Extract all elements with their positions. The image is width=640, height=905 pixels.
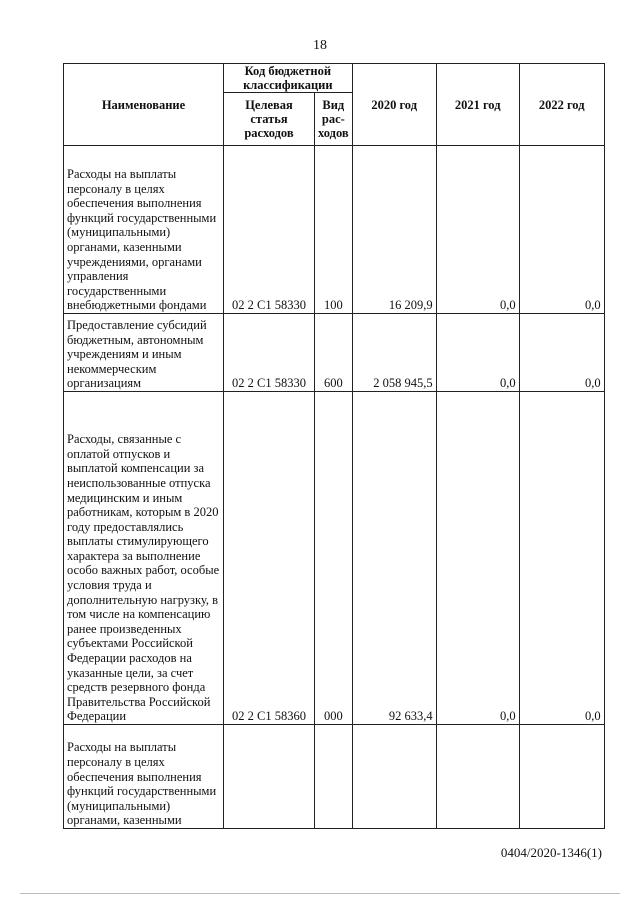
footer-divider: [20, 893, 620, 894]
header-name: Наименование: [64, 64, 224, 146]
table-row: [64, 392, 605, 725]
header-2021: 2021 год: [436, 64, 519, 146]
header-classification: Код бюджетной классификации: [224, 64, 353, 93]
row-value-2022: 0,0: [519, 314, 604, 392]
budget-table: [63, 63, 605, 829]
row-value-2022: 0,0: [519, 392, 604, 725]
row-name: Расходы на выплаты персоналу в целях обеспечения выполнения функций государственными (муниципальными) органами, казенными учреждениями, органами управления государственными внебюджетными фондами: [64, 146, 224, 314]
table-row: [64, 146, 605, 314]
row-expense-type: 600: [315, 314, 353, 392]
row-name: Предоставление субсидий бюджетным, автономным учреждениям и иным некоммерческим организациям: [64, 314, 224, 392]
row-target-code: 02 2 C1 58360: [224, 392, 315, 725]
row-target-code: 02 2 C1 58330: [224, 146, 315, 314]
document-code: 0404/2020-1346(1): [500, 845, 602, 860]
row-value-2022: 0,0: [519, 146, 604, 314]
row-value-2020: 16 209,9: [352, 146, 436, 314]
row-value-2021: 0,0: [436, 392, 519, 725]
row-name: Расходы, связанные с оплатой отпусков и выплатой компенсации за неиспользованные отпуска медицинским и иным работникам, которым в 2020 году предоставлялись выплаты стимулирующего характера за выполнение особо важных работ, особые условия труда и дополнительную нагрузку, в том числе на компенсацию ранее произведенных субъектами Российской Федерации расходов на указанные цели, за счет средств резервного фонда Правительства Российской Федерации: [64, 392, 224, 725]
row-name: Расходы на выплаты персоналу в целях обеспечения выполнения функций государственными (муниципальными) органами, казенными: [64, 725, 224, 829]
row-expense-type: 000: [315, 392, 353, 725]
row-value-2021: [436, 725, 519, 829]
header-2022: 2022 год: [519, 64, 604, 146]
row-expense-type: [315, 725, 353, 829]
row-value-2021: 0,0: [436, 146, 519, 314]
row-target-code: [224, 725, 315, 829]
header-2020: 2020 год: [352, 64, 436, 146]
row-value-2020: [352, 725, 436, 829]
row-target-code: 02 2 C1 58330: [224, 314, 315, 392]
row-value-2020: 92 633,4: [352, 392, 436, 725]
row-expense-type: 100: [315, 146, 353, 314]
header-target-item: Целевая статья расходов: [224, 93, 315, 146]
page-number: 18: [313, 38, 327, 53]
table-row: [64, 314, 605, 392]
row-value-2020: 2 058 945,5: [352, 314, 436, 392]
table-row: [64, 725, 605, 829]
header-expense-type: Вид рас-ходов: [315, 93, 353, 146]
row-value-2022: [519, 725, 604, 829]
row-value-2021: 0,0: [436, 314, 519, 392]
